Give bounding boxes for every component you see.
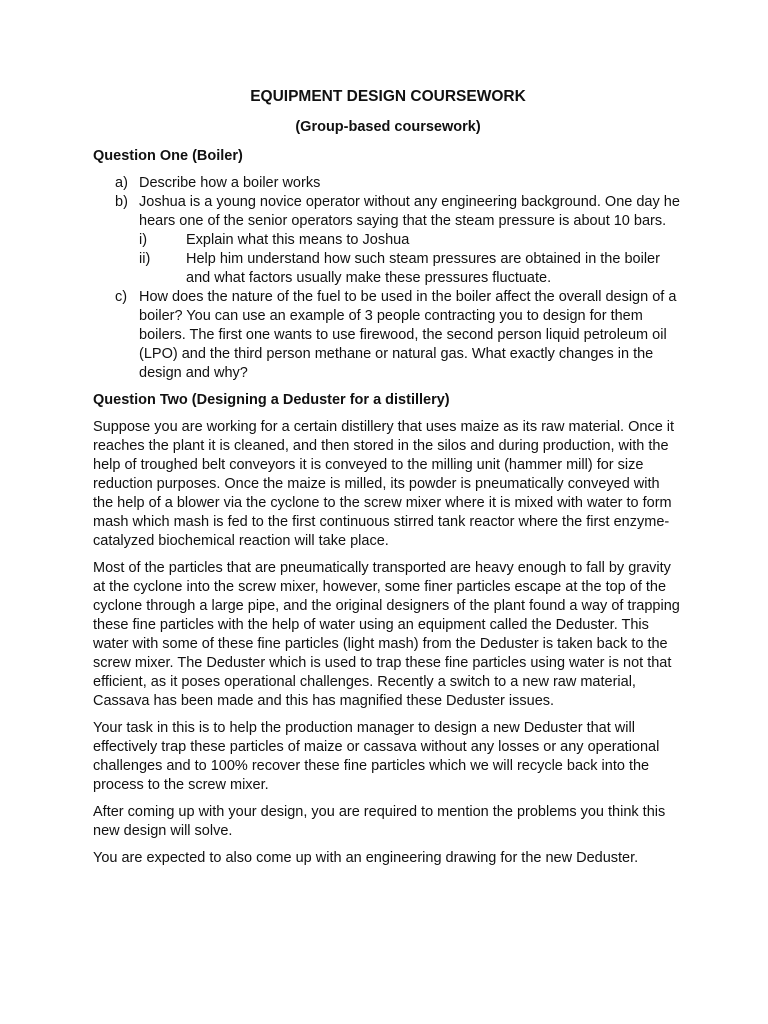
paragraph: Most of the particles that are pneumatically transported are heavy enough to fall by gravity at the cyclone into the screw mixer, however, some finer particles escape at the top of the cyclone through a large pipe, and the original designers of the plant found a way of trapping these fine particles with the help of water using an equipment called the Deduster. This water with some of these fine particles (light mash) from the Deduster is taken back to the screw mixer. The Deduster which is used to trap these fine particles using water is not that efficient, as it poses operational challenges. Recently a switch to a new raw material, Cassava has been made and this has magnified these Deduster issues. xyxy=(93,560,680,709)
list-marker: b) xyxy=(115,194,128,210)
document-subtitle: (Group-based coursework) xyxy=(295,119,481,135)
question-one-heading: Question One (Boiler) xyxy=(93,148,243,164)
sub-list-item-text: Help him understand how such steam pressures are obtained in the boiler and what factors usually make these pressures fluctuate. xyxy=(186,251,660,286)
list-marker: a) xyxy=(115,175,128,191)
sub-list-item xyxy=(139,231,683,250)
list-item xyxy=(93,288,683,383)
list-marker: c) xyxy=(115,289,128,305)
paragraph: Suppose you are working for a certain distillery that uses maize as its raw material. Once it reaches the plant it is cleaned, and then stored in the silos and during production, with the help of troughed belt conveyors it is conveyed to the milling unit (hammer mill) for size reduction purposes. Once the maize is milled, its powder is pneumatically conveyed with the help of a blower via the cyclone to the screw mixer where it is mixed with water to form mash which mash is fed to the first continuous stirred tank reactor where the first enzyme-catalyzed biochemical reaction will take place. xyxy=(93,419,675,549)
document-title: EQUIPMENT DESIGN COURSEWORK xyxy=(250,88,526,105)
sub-list-item xyxy=(139,250,683,288)
sub-list-marker: ii) xyxy=(139,251,151,267)
paragraph: After coming up with your design, you are required to mention the problems you think this new design will solve. xyxy=(93,804,666,839)
question-two-heading: Question Two (Designing a Deduster for a distillery) xyxy=(93,392,450,408)
list-item-text: Describe how a boiler works xyxy=(139,175,321,191)
paragraph: You are expected to also come up with an engineering drawing for the new Deduster. xyxy=(93,850,639,866)
sub-list-item-text: Explain what this means to Joshua xyxy=(186,232,410,248)
sub-list-marker: i) xyxy=(139,232,148,248)
question-one-list xyxy=(93,174,683,383)
list-item-text: How does the nature of the fuel to be used in the boiler affect the overall design of a boiler? You can use an example of 3 people contracting you to design for them boilers. The first one wants to use firewood, the second person liquid petroleum oil (LPO) and the third person methane or natural gas. What exactly changes in the design and why? xyxy=(139,289,677,381)
document-page xyxy=(93,86,683,876)
paragraph: Your task in this is to help the production manager to design a new Deduster that will effectively trap these particles of maize or cassava without any losses or any operational challenges and to 100% recover these fine particles which we will recycle back into the process to the screw mixer. xyxy=(93,720,660,793)
list-item-text: Joshua is a young novice operator without any engineering background. One day he hears one of the senior operators saying that the steam pressure is about 10 bars. xyxy=(139,194,680,229)
list-item xyxy=(93,193,683,288)
list-item xyxy=(93,174,683,193)
sub-list xyxy=(139,231,683,288)
